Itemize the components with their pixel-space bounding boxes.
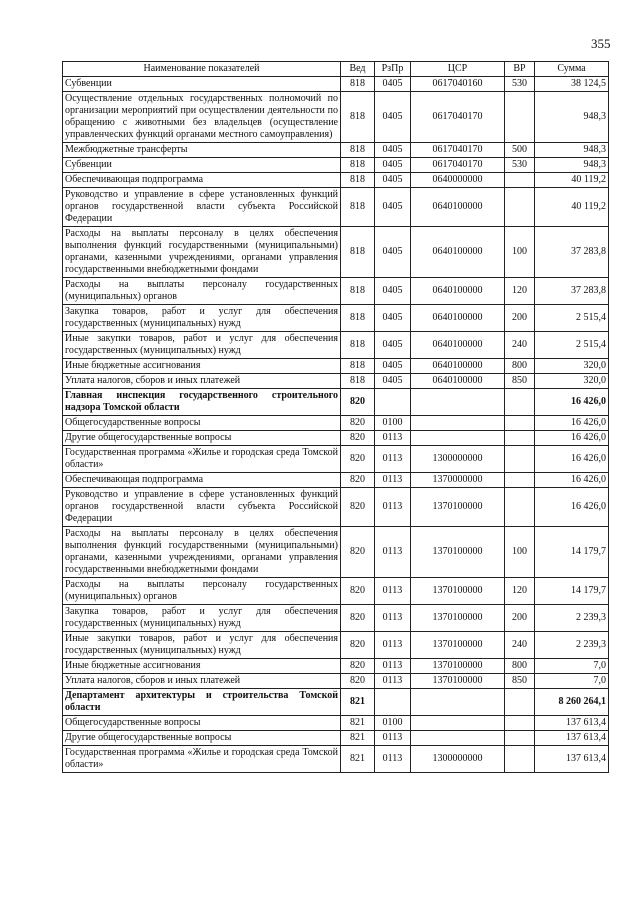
table-row [63, 488, 609, 527]
table-row [63, 716, 609, 731]
row-ved: 818 [341, 188, 375, 227]
table-row [63, 173, 609, 188]
table-row [63, 416, 609, 431]
row-name: Субвенции [63, 158, 341, 173]
row-rzpr: 0113 [375, 473, 411, 488]
row-csr: 0617040170 [411, 158, 505, 173]
row-ved: 818 [341, 158, 375, 173]
row-vr: 200 [505, 605, 535, 632]
row-ved: 818 [341, 374, 375, 389]
header-ved: Вед [341, 62, 375, 77]
row-ved: 818 [341, 92, 375, 143]
row-sum: 16 426,0 [535, 473, 609, 488]
row-sum: 320,0 [535, 374, 609, 389]
row-name: Расходы на выплаты персоналу государственных (муниципальных) органов [63, 578, 341, 605]
row-sum: 37 283,8 [535, 278, 609, 305]
table-row [63, 605, 609, 632]
row-rzpr: 0113 [375, 731, 411, 746]
row-csr: 0640100000 [411, 188, 505, 227]
table-row [63, 374, 609, 389]
row-ved: 820 [341, 488, 375, 527]
table-row [63, 359, 609, 374]
row-vr: 100 [505, 527, 535, 578]
table-row [63, 731, 609, 746]
row-rzpr: 0405 [375, 227, 411, 278]
row-csr: 1370100000 [411, 632, 505, 659]
row-name: Межбюджетные трансферты [63, 143, 341, 158]
table-row [63, 77, 609, 92]
row-name: Расходы на выплаты персоналу государственных (муниципальных) органов [63, 278, 341, 305]
row-ved: 820 [341, 632, 375, 659]
row-name: Субвенции [63, 77, 341, 92]
row-csr [411, 689, 505, 716]
row-vr: 530 [505, 77, 535, 92]
row-name: Общегосударственные вопросы [63, 716, 341, 731]
table-header-row [63, 62, 609, 77]
row-name: Департамент архитектуры и строительства Томской области [63, 689, 341, 716]
row-vr: 850 [505, 674, 535, 689]
row-ved: 818 [341, 77, 375, 92]
row-sum: 948,3 [535, 143, 609, 158]
row-vr [505, 416, 535, 431]
table-row [63, 332, 609, 359]
table-row [63, 674, 609, 689]
row-rzpr: 0113 [375, 674, 411, 689]
row-csr: 1300000000 [411, 746, 505, 773]
row-csr: 0640000000 [411, 173, 505, 188]
row-rzpr: 0113 [375, 578, 411, 605]
row-sum: 14 179,7 [535, 578, 609, 605]
table-row [63, 659, 609, 674]
row-name: Расходы на выплаты персоналу в целях обеспечения выполнения функций государственными (муниципальными) органами, казенными учреждениями, органами управления государственными внебюджетными фондами [63, 227, 341, 278]
row-sum: 2 239,3 [535, 605, 609, 632]
row-csr: 1370100000 [411, 578, 505, 605]
table-row [63, 227, 609, 278]
row-rzpr: 0113 [375, 446, 411, 473]
row-csr: 0617040160 [411, 77, 505, 92]
table-row [63, 632, 609, 659]
row-name: Иные закупки товаров, работ и услуг для обеспечения государственных (муниципальных) нужд [63, 632, 341, 659]
table-row [63, 446, 609, 473]
row-name: Общегосударственные вопросы [63, 416, 341, 431]
row-ved: 818 [341, 305, 375, 332]
row-sum: 137 613,4 [535, 731, 609, 746]
header-csr: ЦСР [411, 62, 505, 77]
budget-table [62, 61, 609, 773]
row-csr: 1370100000 [411, 605, 505, 632]
table-row [63, 158, 609, 173]
row-name: Обеспечивающая подпрограмма [63, 173, 341, 188]
row-rzpr: 0405 [375, 173, 411, 188]
row-vr [505, 473, 535, 488]
table-row [63, 689, 609, 716]
row-csr: 0617040170 [411, 143, 505, 158]
row-sum: 16 426,0 [535, 488, 609, 527]
row-sum: 2 515,4 [535, 332, 609, 359]
table-row [63, 278, 609, 305]
row-name: Руководство и управление в сфере установленных функций органов государственной власти субъекта Российской Федерации [63, 188, 341, 227]
row-ved: 821 [341, 746, 375, 773]
row-vr [505, 746, 535, 773]
row-name: Расходы на выплаты персоналу в целях обеспечения выполнения функций государственными (муниципальными) органами, казенными учреждениями, органами управления государственными внебюджетными фондами [63, 527, 341, 578]
row-vr: 500 [505, 143, 535, 158]
row-name: Другие общегосударственные вопросы [63, 731, 341, 746]
row-ved: 820 [341, 674, 375, 689]
row-vr: 240 [505, 632, 535, 659]
row-csr: 0640100000 [411, 305, 505, 332]
row-ved: 821 [341, 716, 375, 731]
table-row [63, 389, 609, 416]
row-vr [505, 92, 535, 143]
row-ved: 821 [341, 731, 375, 746]
row-rzpr [375, 689, 411, 716]
row-name: Закупка товаров, работ и услуг для обеспечения государственных (муниципальных) нужд [63, 305, 341, 332]
row-rzpr: 0405 [375, 188, 411, 227]
row-rzpr: 0405 [375, 143, 411, 158]
row-name: Обеспечивающая подпрограмма [63, 473, 341, 488]
row-ved: 820 [341, 473, 375, 488]
row-csr: 1370100000 [411, 674, 505, 689]
row-vr [505, 716, 535, 731]
row-sum: 7,0 [535, 674, 609, 689]
row-vr: 240 [505, 332, 535, 359]
row-rzpr: 0405 [375, 92, 411, 143]
row-vr: 800 [505, 359, 535, 374]
row-sum: 8 260 264,1 [535, 689, 609, 716]
row-name: Другие общегосударственные вопросы [63, 431, 341, 446]
row-csr: 0640100000 [411, 227, 505, 278]
row-rzpr: 0113 [375, 488, 411, 527]
row-rzpr [375, 389, 411, 416]
row-rzpr: 0113 [375, 431, 411, 446]
row-csr: 1370100000 [411, 527, 505, 578]
row-ved: 820 [341, 659, 375, 674]
row-sum: 2 239,3 [535, 632, 609, 659]
row-vr: 100 [505, 227, 535, 278]
row-csr: 1370000000 [411, 473, 505, 488]
row-csr [411, 416, 505, 431]
row-vr [505, 431, 535, 446]
row-sum: 38 124,5 [535, 77, 609, 92]
row-vr [505, 488, 535, 527]
row-name: Иные бюджетные ассигнования [63, 659, 341, 674]
row-vr: 200 [505, 305, 535, 332]
row-rzpr: 0113 [375, 632, 411, 659]
row-ved: 820 [341, 605, 375, 632]
row-sum: 37 283,8 [535, 227, 609, 278]
row-name: Закупка товаров, работ и услуг для обеспечения государственных (муниципальных) нужд [63, 605, 341, 632]
row-sum: 16 426,0 [535, 446, 609, 473]
row-vr [505, 689, 535, 716]
row-rzpr: 0113 [375, 527, 411, 578]
row-vr: 800 [505, 659, 535, 674]
table-row [63, 527, 609, 578]
row-sum: 137 613,4 [535, 716, 609, 731]
row-rzpr: 0405 [375, 332, 411, 359]
row-sum: 16 426,0 [535, 389, 609, 416]
row-name: Уплата налогов, сборов и иных платежей [63, 374, 341, 389]
row-ved: 820 [341, 578, 375, 605]
row-vr [505, 389, 535, 416]
row-rzpr: 0405 [375, 359, 411, 374]
row-csr: 1370100000 [411, 488, 505, 527]
row-sum: 40 119,2 [535, 188, 609, 227]
row-name: Главная инспекция государственного строительного надзора Томской области [63, 389, 341, 416]
row-ved: 818 [341, 143, 375, 158]
row-name: Руководство и управление в сфере установленных функций органов государственной власти субъекта Российской Федерации [63, 488, 341, 527]
header-sum: Сумма [535, 62, 609, 77]
row-ved: 821 [341, 689, 375, 716]
row-ved: 818 [341, 227, 375, 278]
row-csr [411, 716, 505, 731]
row-sum: 948,3 [535, 92, 609, 143]
row-name: Государственная программа «Жилье и городская среда Томской области» [63, 446, 341, 473]
row-sum: 320,0 [535, 359, 609, 374]
row-sum: 16 426,0 [535, 431, 609, 446]
row-csr [411, 389, 505, 416]
row-csr: 1300000000 [411, 446, 505, 473]
table-row [63, 746, 609, 773]
row-rzpr: 0113 [375, 605, 411, 632]
header-rzpr: РзПр [375, 62, 411, 77]
row-vr [505, 446, 535, 473]
row-rzpr: 0405 [375, 305, 411, 332]
row-ved: 818 [341, 359, 375, 374]
row-csr [411, 431, 505, 446]
row-csr [411, 731, 505, 746]
row-rzpr: 0405 [375, 374, 411, 389]
row-sum: 137 613,4 [535, 746, 609, 773]
row-ved: 818 [341, 173, 375, 188]
row-ved: 820 [341, 389, 375, 416]
page-number: 355 [591, 36, 611, 51]
row-vr: 120 [505, 278, 535, 305]
row-vr [505, 731, 535, 746]
table-row [63, 188, 609, 227]
row-rzpr: 0100 [375, 716, 411, 731]
row-vr: 850 [505, 374, 535, 389]
row-rzpr: 0405 [375, 158, 411, 173]
row-csr: 0640100000 [411, 359, 505, 374]
row-csr: 0617040170 [411, 92, 505, 143]
row-sum: 40 119,2 [535, 173, 609, 188]
row-ved: 820 [341, 446, 375, 473]
row-vr [505, 173, 535, 188]
row-vr: 530 [505, 158, 535, 173]
row-name: Иные бюджетные ассигнования [63, 359, 341, 374]
row-sum: 14 179,7 [535, 527, 609, 578]
row-sum: 7,0 [535, 659, 609, 674]
row-csr: 1370100000 [411, 659, 505, 674]
table-row [63, 143, 609, 158]
row-sum: 16 426,0 [535, 416, 609, 431]
table-row [63, 578, 609, 605]
row-rzpr: 0113 [375, 746, 411, 773]
row-sum: 948,3 [535, 158, 609, 173]
row-csr: 0640100000 [411, 278, 505, 305]
row-ved: 820 [341, 416, 375, 431]
row-ved: 818 [341, 332, 375, 359]
header-name: Наименование показателей [63, 62, 341, 77]
row-ved: 818 [341, 278, 375, 305]
row-vr: 120 [505, 578, 535, 605]
header-vr: ВР [505, 62, 535, 77]
row-csr: 0640100000 [411, 332, 505, 359]
table-row [63, 431, 609, 446]
row-csr: 0640100000 [411, 374, 505, 389]
row-rzpr: 0113 [375, 659, 411, 674]
row-vr [505, 188, 535, 227]
row-ved: 820 [341, 527, 375, 578]
row-rzpr: 0405 [375, 278, 411, 305]
row-name: Иные закупки товаров, работ и услуг для обеспечения государственных (муниципальных) нужд [63, 332, 341, 359]
row-rzpr: 0405 [375, 77, 411, 92]
row-name: Осуществление отдельных государственных полномочий по организации мероприятий при осуществлении деятельности по обращению с животными без владельцев (осуществление управленческих функций органами местного самоуправления) [63, 92, 341, 143]
row-name: Государственная программа «Жилье и городская среда Томской области» [63, 746, 341, 773]
row-sum: 2 515,4 [535, 305, 609, 332]
row-rzpr: 0100 [375, 416, 411, 431]
table-row [63, 92, 609, 143]
row-ved: 820 [341, 431, 375, 446]
table-row [63, 305, 609, 332]
row-name: Уплата налогов, сборов и иных платежей [63, 674, 341, 689]
table-row [63, 473, 609, 488]
